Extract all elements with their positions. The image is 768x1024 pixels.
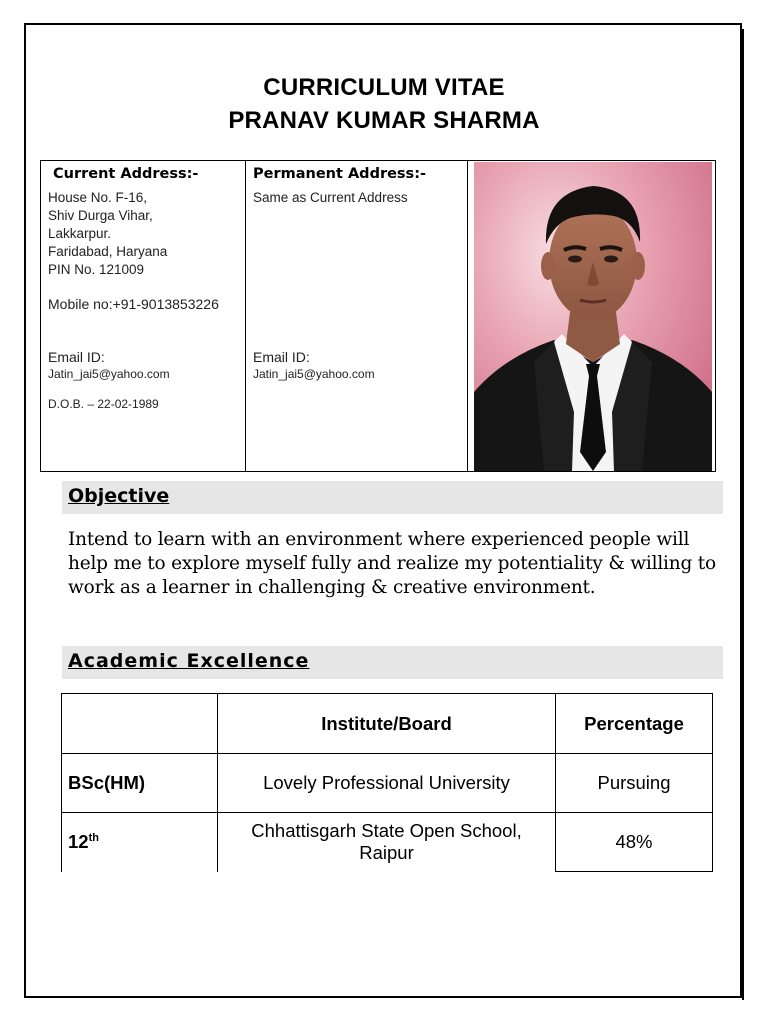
email-value: Jatin_jai5@yahoo.com (48, 367, 170, 381)
academics-table (61, 693, 713, 872)
objective-section-header (62, 481, 723, 514)
institute-cell (218, 813, 556, 872)
header-cell (62, 694, 218, 754)
percentage-cell: 48% (556, 813, 713, 872)
qualification-cell: BSc(HM) (62, 754, 218, 813)
table-row (62, 813, 713, 872)
objective-text: Intend to learn with an environment where experienced people will help me to explore myself fully and realize my potentiality & willing to work as a learner in challenging & creative environment. (68, 529, 716, 598)
institute-line: Raipur (359, 842, 414, 864)
profile-photo (474, 162, 712, 471)
institute-line: Chhattisgarh State Open School, (251, 820, 522, 842)
permanent-address-text: Same as Current Address (253, 190, 408, 205)
address-line: PIN No. 121009 (48, 262, 145, 277)
qualification-text: 12 (68, 831, 89, 853)
mobile-number: Mobile no:+91-9013853226 (48, 296, 219, 312)
address-line: Faridabad, Haryana (48, 244, 168, 259)
qualification-cell (62, 813, 218, 872)
permanent-address-cell (246, 161, 468, 471)
email-value: Jatin_jai5@yahoo.com (253, 367, 375, 381)
date-of-birth: D.O.B. – 22-02-1989 (48, 397, 159, 411)
permanent-address-heading: Permanent Address:- (253, 166, 427, 182)
header-cell: Percentage (556, 694, 713, 754)
current-address-lines (48, 189, 167, 279)
current-address-cell (41, 161, 246, 471)
document-title: CURRICULUM VITAE (263, 74, 505, 101)
percentage-cell: Pursuing (556, 754, 713, 813)
academics-section-header (62, 646, 723, 679)
current-address-heading: Current Address:- (53, 166, 199, 182)
table-row (62, 754, 713, 813)
email-label: Email ID: (48, 349, 105, 365)
header-cell: Institute/Board (218, 694, 556, 754)
address-line: House No. F-16, (48, 190, 148, 205)
qualification-suffix: th (88, 832, 99, 845)
email-label: Email ID: (253, 349, 310, 365)
institute-cell: Lovely Professional University (218, 754, 556, 813)
table-header-row (62, 694, 713, 754)
objective-heading: Objective (68, 485, 170, 507)
address-line: Lakkarpur. (48, 226, 112, 241)
candidate-name: PRANAV KUMAR SHARMA (228, 107, 540, 134)
address-line: Shiv Durga Vihar, (48, 208, 153, 223)
academics-heading: Academic Excellence (68, 650, 310, 672)
